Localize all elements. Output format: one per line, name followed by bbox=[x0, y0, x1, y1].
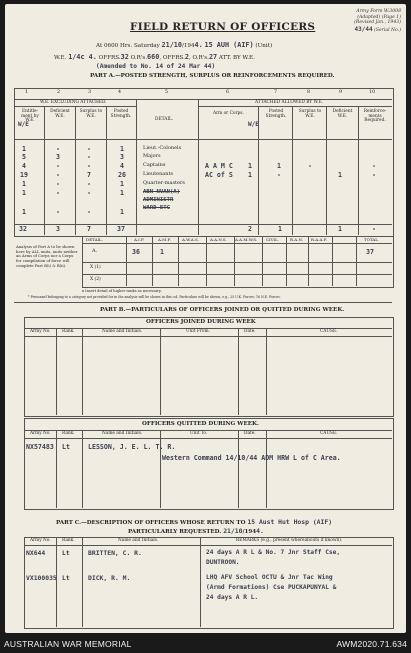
footnote: x Insert detail of higher ranks as necessary. bbox=[82, 289, 162, 293]
part-b-heading: PART B.—PARTICULARS OF OFFICERS JOINED OR QUITTED DURING WEEK. bbox=[100, 307, 345, 313]
col-number: 4 bbox=[118, 90, 122, 95]
form-ref-line: (Revised Jan., 1943) bbox=[354, 20, 401, 26]
remarks: LHQ AFV School OCTU & Jnr Tac Wing bbox=[206, 574, 333, 581]
table-cell: - bbox=[372, 171, 376, 179]
detail-header: A.W.A.S. bbox=[182, 237, 199, 242]
officer-rank: Lt bbox=[62, 443, 70, 451]
detail-cell: 36 bbox=[132, 248, 140, 256]
col-header: Arm or Corps. bbox=[213, 111, 244, 116]
att-label: ATT. BY W.E. bbox=[218, 55, 255, 61]
table-cell: - bbox=[87, 162, 91, 170]
table-cell: 1 bbox=[338, 171, 342, 179]
typed-detail: ADMINISTR bbox=[143, 197, 174, 203]
col-header: Date. bbox=[244, 431, 256, 436]
form-title: FIELD RETURN OF OFFICERS bbox=[130, 21, 316, 33]
table-cell: - bbox=[87, 145, 91, 153]
footnote: * Personnel belonging to a category not provided for in the analysis will be shown in this col. Particulars will be shown, e.g., 25 U.K. Forces; 16 N.E. Forces. bbox=[28, 295, 281, 299]
rank-label: Lieutenants bbox=[143, 171, 174, 177]
we-label: W.E. bbox=[54, 55, 67, 61]
army-number: VX100035 bbox=[26, 574, 57, 582]
detail-header: A.A.M.W.S. bbox=[235, 237, 258, 242]
col-number: 9 bbox=[339, 90, 343, 95]
amendment-note: (Amended to No. 14 of 24 Mar 44) bbox=[96, 63, 216, 70]
table-cell: 1 bbox=[277, 162, 281, 170]
table-cell: 1 bbox=[22, 189, 26, 197]
table-cell: 4 bbox=[120, 162, 124, 170]
part-a-heading: PART A.—POSTED STRENGTH, SURPLUS OR REINFORCEMENTS REQUIRED. bbox=[90, 73, 335, 79]
col-number: 3 bbox=[88, 90, 92, 95]
detail-header: R.A.A.F. bbox=[311, 237, 328, 242]
unit-label: (Unit) bbox=[255, 43, 273, 49]
part-c-heading bbox=[56, 519, 332, 527]
army-number: NX57483 bbox=[26, 443, 54, 451]
col-header: Name and Initials. bbox=[102, 329, 143, 334]
detail-row-label: A. bbox=[92, 248, 98, 254]
attached-allowed-header: ATTACHED ALLOWED BY W.E. bbox=[255, 100, 324, 105]
col-header: Deficient W.E. bbox=[332, 109, 353, 119]
table-cell: - bbox=[277, 171, 281, 179]
col-header: Name and Initials. bbox=[118, 538, 159, 543]
table-cell: - bbox=[372, 162, 376, 170]
col-header: CAUSE. bbox=[320, 431, 338, 436]
officer-rank: Lt bbox=[62, 549, 70, 557]
col-header: Reinforce-ments Required. bbox=[363, 109, 387, 124]
table-cell: 5 bbox=[22, 153, 26, 161]
table-cell: 1 bbox=[120, 145, 124, 153]
col-header: Unit From. bbox=[186, 329, 210, 334]
col-number: 5 bbox=[165, 90, 169, 95]
analysis-note: Analysis of Part A to be shown here by ALL units, units neither an Arms of Corps nor a Corps for compilation of force will complete Part B(i) & B(ii). bbox=[16, 244, 78, 268]
joined-heading: OFFICERS JOINED DURING WEEK bbox=[146, 319, 256, 325]
part-c-subheading bbox=[128, 528, 264, 536]
form-reference bbox=[354, 9, 401, 34]
detail-cell: 1 bbox=[160, 248, 164, 256]
col-header: Posted Strength. bbox=[265, 109, 287, 119]
col-header: Surplus to W.E. bbox=[79, 109, 103, 119]
col-header: Army No. bbox=[30, 538, 51, 543]
at-label: At 0600 Hrs. Saturday bbox=[96, 43, 160, 49]
typed-detail: ABN NVAN(A) bbox=[143, 189, 181, 195]
total-cell: 32 bbox=[19, 225, 27, 233]
col-number: 7 bbox=[274, 90, 278, 95]
detail-row-label: X (1) bbox=[90, 265, 101, 270]
rank-label: Captains bbox=[143, 162, 166, 168]
part-c-text: PARTICULARLY REQUESTED. bbox=[128, 529, 222, 535]
part-c-text: PART C.—DESCRIPTION OF OFFICERS WHOSE RETURN TO bbox=[56, 520, 246, 526]
army-number: NX644 bbox=[26, 549, 46, 557]
table-cell: - bbox=[56, 171, 60, 179]
table-cell: 1 bbox=[120, 189, 124, 197]
table-cell: 1 bbox=[120, 208, 124, 216]
col-header: Posted Strength. bbox=[110, 109, 132, 119]
arm-corps: AC of S bbox=[205, 171, 233, 179]
detail-header: A.A.N.S. bbox=[210, 237, 227, 242]
form-ref-line: Army Form W.3008 bbox=[356, 9, 401, 14]
footer-accession: AWM2020.71.634 bbox=[336, 639, 407, 649]
officer-name: LESSON, J. E. L. T. R. bbox=[88, 443, 176, 451]
remarks: (Armd Formations) Cse PUCKAPUNYAL & bbox=[206, 584, 337, 591]
total-cell: 7 bbox=[87, 225, 91, 233]
table-cell: - bbox=[56, 189, 60, 197]
col-header: Unit To. bbox=[190, 431, 208, 436]
part-c-date: 21/10 bbox=[223, 527, 243, 535]
table-cell: - bbox=[56, 180, 60, 188]
rank-label: Quarter-masters bbox=[143, 180, 185, 186]
col-header: REMARKS (e.g., present whereabouts if known). bbox=[236, 538, 343, 543]
year-prefix: /194 bbox=[181, 43, 195, 49]
total-cell: 37 bbox=[117, 225, 125, 233]
col-number: 8 bbox=[307, 90, 311, 95]
header-line bbox=[96, 42, 272, 50]
typed-detail: WARD ETC bbox=[143, 205, 170, 211]
col-header: Entitle-ment by W.E. bbox=[21, 109, 39, 124]
table-cell: - bbox=[87, 153, 91, 161]
col-header: Surplus to W.E. bbox=[298, 109, 322, 119]
officer-name: BRITTEN, C. R. bbox=[88, 549, 142, 557]
col-header: Date. bbox=[244, 329, 256, 334]
column-numbers bbox=[14, 91, 392, 97]
table-cell: 1 bbox=[248, 171, 252, 179]
table-cell: 26 bbox=[118, 171, 126, 179]
detail-cell: 37 bbox=[366, 248, 374, 256]
table-cell: - bbox=[87, 208, 91, 216]
table-cell: 7 bbox=[87, 171, 91, 179]
detail-header: CIVIL. bbox=[266, 237, 280, 242]
serial-number: 43/44 bbox=[354, 26, 373, 34]
col-header: Name and Initials. bbox=[102, 431, 143, 436]
rank-label: Lieut.-Colonels bbox=[143, 145, 182, 151]
col-header: Rank. bbox=[62, 431, 75, 436]
col-header: Rank. bbox=[62, 329, 75, 334]
total-cell: 3 bbox=[56, 225, 60, 233]
offrs-label: OFFRS. bbox=[98, 55, 121, 61]
quitted-table bbox=[24, 418, 394, 510]
we-stamp: W/E bbox=[248, 121, 259, 128]
col-number: 1 bbox=[25, 90, 29, 95]
col-header: CAUSE. bbox=[320, 329, 338, 334]
table-cell: 1 bbox=[22, 180, 26, 188]
col-header: DETAIL. bbox=[155, 117, 174, 122]
col-header: Rank. bbox=[62, 538, 75, 543]
table-cell: - bbox=[308, 162, 312, 170]
report-date: 21/10 bbox=[161, 41, 182, 49]
total-cell: 2 bbox=[248, 225, 252, 233]
remarks: DUNTROON. bbox=[206, 559, 240, 566]
detail-header: R.A.N. bbox=[290, 237, 303, 242]
ors-value: 660 bbox=[147, 53, 160, 61]
detail-header: TOTAL. bbox=[364, 237, 380, 242]
ors-label: O.R's. bbox=[130, 55, 148, 61]
ors2-value: 27 bbox=[208, 53, 218, 61]
table-cell: 1 bbox=[22, 145, 26, 153]
table-cell: - bbox=[87, 180, 91, 188]
quitted-heading: OFFICERS QUITTED DURING WEEK. bbox=[142, 421, 259, 427]
rank-label: Majors bbox=[143, 153, 161, 159]
table-cell: 3 bbox=[120, 153, 124, 161]
total-cell: - bbox=[372, 225, 376, 233]
we-stamp: W/E bbox=[18, 121, 29, 128]
remarks: 24 days A R L. bbox=[206, 594, 259, 601]
detail-header: DETAIL. bbox=[86, 237, 103, 242]
form-ref-line: (Adapted) (Page 1) bbox=[357, 14, 401, 20]
total-cell: 1 bbox=[338, 225, 342, 233]
we-value: 1/4c 4. bbox=[68, 53, 97, 61]
col-header: Deficient W.E. bbox=[50, 109, 70, 119]
table-cell: 1 bbox=[22, 208, 26, 216]
part-c-unit: 15 Aust Hut Hosp (AIF) bbox=[247, 518, 333, 526]
offrs2-label: OFFRS. bbox=[162, 55, 185, 61]
total-cell: 1 bbox=[278, 225, 282, 233]
we-line: W.E. 1/4c 4. OFFRS.32 O.R's.660, OFFRS.2, O.R's.27 ATT. BY W.E. bbox=[54, 53, 255, 61]
table-cell: 1 bbox=[248, 162, 252, 170]
footer-credit: AUSTRALIAN WAR MEMORIAL bbox=[4, 639, 132, 649]
col-number: 10 bbox=[369, 90, 376, 95]
table-cell: - bbox=[56, 145, 60, 153]
ors2-label: O.R's. bbox=[192, 55, 209, 61]
officer-rank: Lt bbox=[62, 574, 70, 582]
serial-label: (Serial No.) bbox=[374, 28, 401, 34]
detail-header: A.I.F. bbox=[134, 237, 145, 242]
table-cell: - bbox=[56, 162, 60, 170]
year-suffix: 4. bbox=[194, 41, 203, 49]
part-c-year-suffix: 4. bbox=[256, 527, 264, 535]
officer-name: DICK, R. M. bbox=[88, 574, 131, 582]
table-cell: 1 bbox=[120, 180, 124, 188]
table-cell: 3 bbox=[56, 153, 60, 161]
unit-to: Western Command 14/10/44 ADM HRW L of C Area. bbox=[162, 454, 341, 462]
table-cell: 4 bbox=[22, 162, 26, 170]
detail-header: A.M.F. bbox=[158, 237, 171, 242]
col-header: Army No. bbox=[30, 431, 51, 436]
we-excluding-header: W.E. EXCLUDING ATTACHED. bbox=[40, 100, 107, 105]
detail-row-label: X (2) bbox=[90, 277, 101, 282]
offrs-value: 32 bbox=[120, 53, 129, 61]
col-number: 6 bbox=[226, 90, 230, 95]
col-number: 2 bbox=[57, 90, 61, 95]
unit-name: 15 AUH (AIF) bbox=[204, 41, 254, 49]
remarks: 24 days A R L & No. 7 Jnr Staff Cse, bbox=[206, 549, 341, 556]
table-cell: - bbox=[56, 208, 60, 216]
arm-corps: A A M C bbox=[205, 162, 233, 170]
part-c-year: /194 bbox=[242, 529, 257, 535]
offrs2-value: 2 bbox=[184, 53, 189, 61]
table-cell: 19 bbox=[20, 171, 28, 179]
col-header: Army No. bbox=[30, 329, 51, 334]
table-cell: - bbox=[87, 189, 91, 197]
